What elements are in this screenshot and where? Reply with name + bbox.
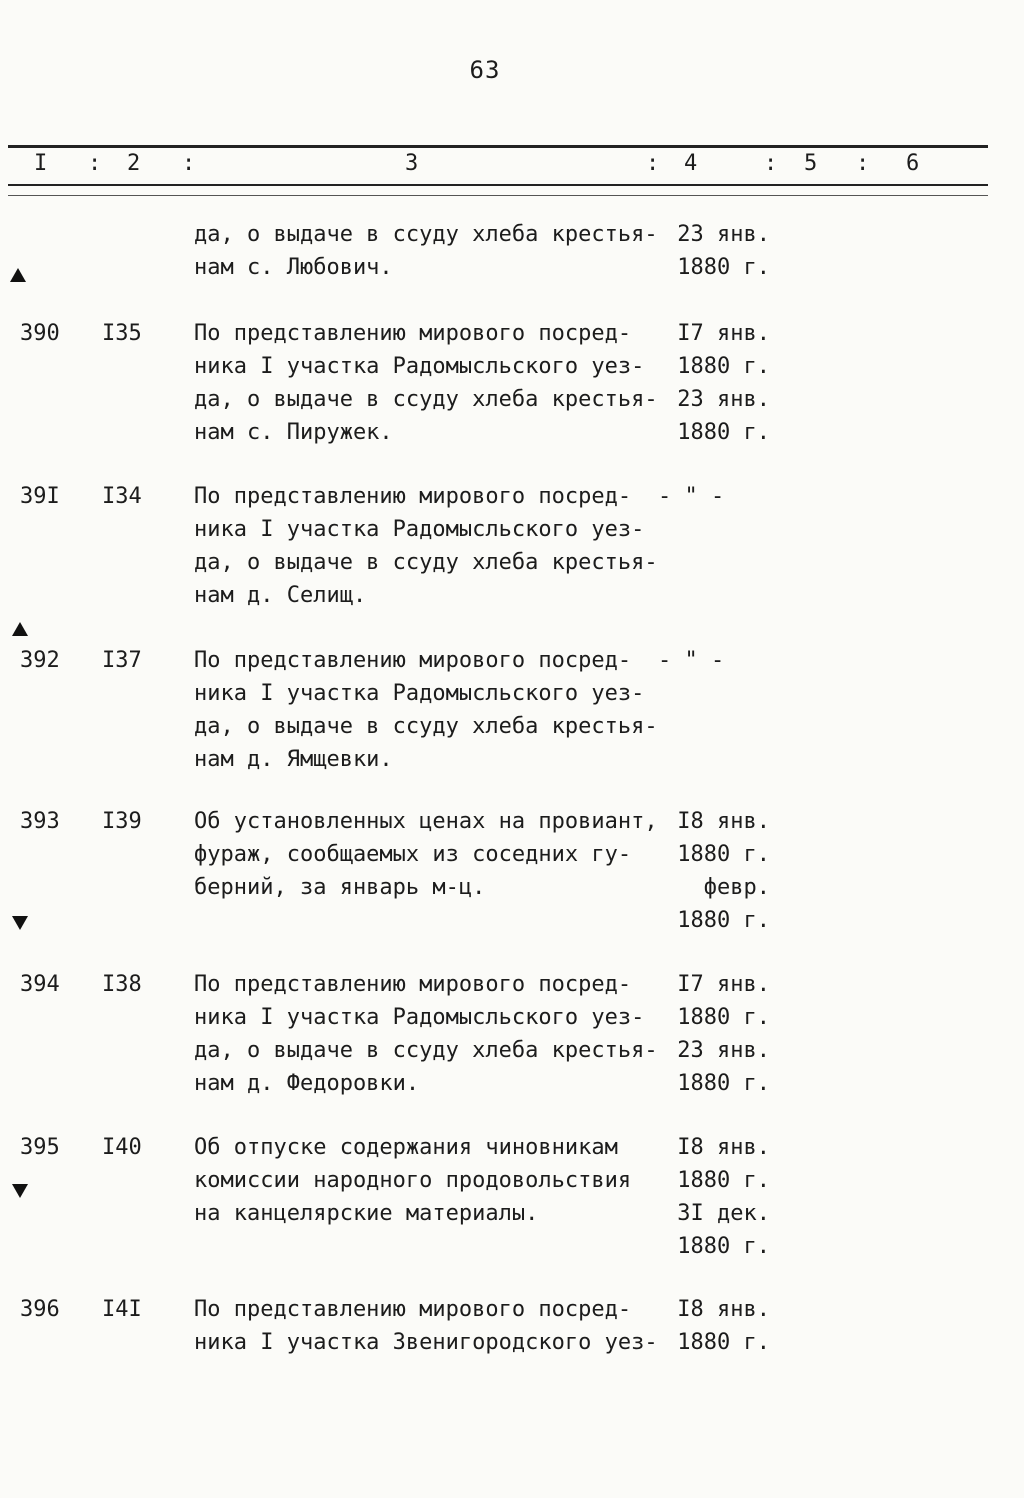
entry-code: I35 <box>102 321 142 346</box>
entry-date-line: I7 янв. <box>677 972 770 997</box>
entry-number: 39I <box>20 484 60 509</box>
entry-date-line: 1880 г. <box>677 1234 770 1259</box>
header-rule-thin <box>8 195 988 196</box>
entry-text-line: По представлению мирового посред- <box>194 1297 632 1322</box>
entry-date-line: февр. <box>703 875 770 900</box>
entry-text-line: По представлению мирового посред- <box>194 484 632 509</box>
page-number: 63 <box>469 56 501 84</box>
entry-number: 392 <box>20 648 60 673</box>
entry-date-line: 23 янв. <box>677 222 770 247</box>
entry-date-line: 1880 г. <box>677 1071 770 1096</box>
column-header-2: 2 <box>127 151 141 176</box>
entry-date-line: 1880 г. <box>677 1005 770 1030</box>
entry-text-line: фураж, сообщаемых из соседних гу- <box>194 842 632 867</box>
column-header-1: I <box>34 151 48 176</box>
entry-code: I37 <box>102 648 142 673</box>
entry-number: 396 <box>20 1297 60 1322</box>
entry-text-line: ника I участка Звенигородского уез- <box>194 1330 658 1355</box>
entry-text-line: ника I участка Радомысльского уез- <box>194 1005 645 1030</box>
entry-text-line: да, о выдаче в ссуду хлеба крестья- <box>194 714 658 739</box>
entry-ditto-mark: - " - <box>658 484 725 509</box>
entry-date-line: 3I дек. <box>677 1201 770 1226</box>
header-rule-bottom <box>8 184 988 186</box>
entry-text-line: на канцелярские материалы. <box>194 1201 539 1226</box>
entry-date-line: I8 янв. <box>677 1135 770 1160</box>
entry-number: 395 <box>20 1135 60 1160</box>
column-separator: : <box>764 151 778 176</box>
entry-text-line: берний, за январь м-ц. <box>194 875 486 900</box>
entry-text-line: Об установленных ценах на провиант, <box>194 809 658 834</box>
entry-code: I39 <box>102 809 142 834</box>
entry-text-line: ника I участка Радомысльского уез- <box>194 517 645 542</box>
entry-text-line: нам д. Ямщевки. <box>194 747 393 772</box>
entry-date-line: 1880 г. <box>677 255 770 280</box>
column-header-5: 5 <box>804 151 818 176</box>
entry-text-line: По представлению мирового посред- <box>194 972 632 997</box>
entry-text-line: ника I участка Радомысльского уез- <box>194 354 645 379</box>
entry-date-line: 1880 г. <box>677 842 770 867</box>
entry-text-line: нам с. Пиружек. <box>194 420 393 445</box>
entry-date-line: 1880 г. <box>677 1330 770 1355</box>
entry-text-line: нам д. Селищ. <box>194 583 367 608</box>
margin-mark-icon <box>10 268 26 282</box>
entry-code: I34 <box>102 484 142 509</box>
entry-text-line: По представлению мирового посред- <box>194 321 632 346</box>
entry-number: 393 <box>20 809 60 834</box>
column-separator: : <box>646 151 660 176</box>
entry-text-line: да, о выдаче в ссуду хлеба крестья- <box>194 387 658 412</box>
entry-text-line: да, о выдаче в ссуду хлеба крестья- <box>194 550 658 575</box>
column-header-4: 4 <box>684 151 698 176</box>
margin-mark-icon <box>12 916 28 930</box>
column-separator: : <box>856 151 870 176</box>
entry-date-line: I8 янв. <box>677 1297 770 1322</box>
entry-code: I4I <box>102 1297 142 1322</box>
entry-text-line: да, о выдаче в ссуду хлеба крестья- <box>194 222 658 247</box>
entry-text-line: да, о выдаче в ссуду хлеба крестья- <box>194 1038 658 1063</box>
entry-text-line: нам д. Федоровки. <box>194 1071 420 1096</box>
entry-text-line: ника I участка Радомысльского уез- <box>194 681 645 706</box>
entry-date-line: 23 янв. <box>677 387 770 412</box>
entry-date-line: 1880 г. <box>677 354 770 379</box>
entry-date-line: 1880 г. <box>677 1168 770 1193</box>
entry-date-line: 1880 г. <box>677 420 770 445</box>
entry-text-line: По представлению мирового посред- <box>194 648 632 673</box>
column-separator: : <box>182 151 196 176</box>
entry-ditto-mark: - " - <box>658 648 725 673</box>
margin-mark-icon <box>12 1184 28 1198</box>
entry-date-line: I8 янв. <box>677 809 770 834</box>
entry-code: I38 <box>102 972 142 997</box>
header-rule-top <box>8 145 988 148</box>
entry-code: I40 <box>102 1135 142 1160</box>
column-header-6: 6 <box>906 151 920 176</box>
column-header-3: 3 <box>405 151 419 176</box>
entry-number: 390 <box>20 321 60 346</box>
entry-number: 394 <box>20 972 60 997</box>
entry-text-line: комиссии народного продовольствия <box>194 1168 632 1193</box>
margin-mark-icon <box>12 622 28 636</box>
entry-date-line: 1880 г. <box>677 908 770 933</box>
column-separator: : <box>88 151 102 176</box>
entry-date-line: I7 янв. <box>677 321 770 346</box>
entry-date-line: 23 янв. <box>677 1038 770 1063</box>
entry-text-line: нам с. Любович. <box>194 255 393 280</box>
entry-text-line: Об отпуске содержания чиновникам <box>194 1135 618 1160</box>
